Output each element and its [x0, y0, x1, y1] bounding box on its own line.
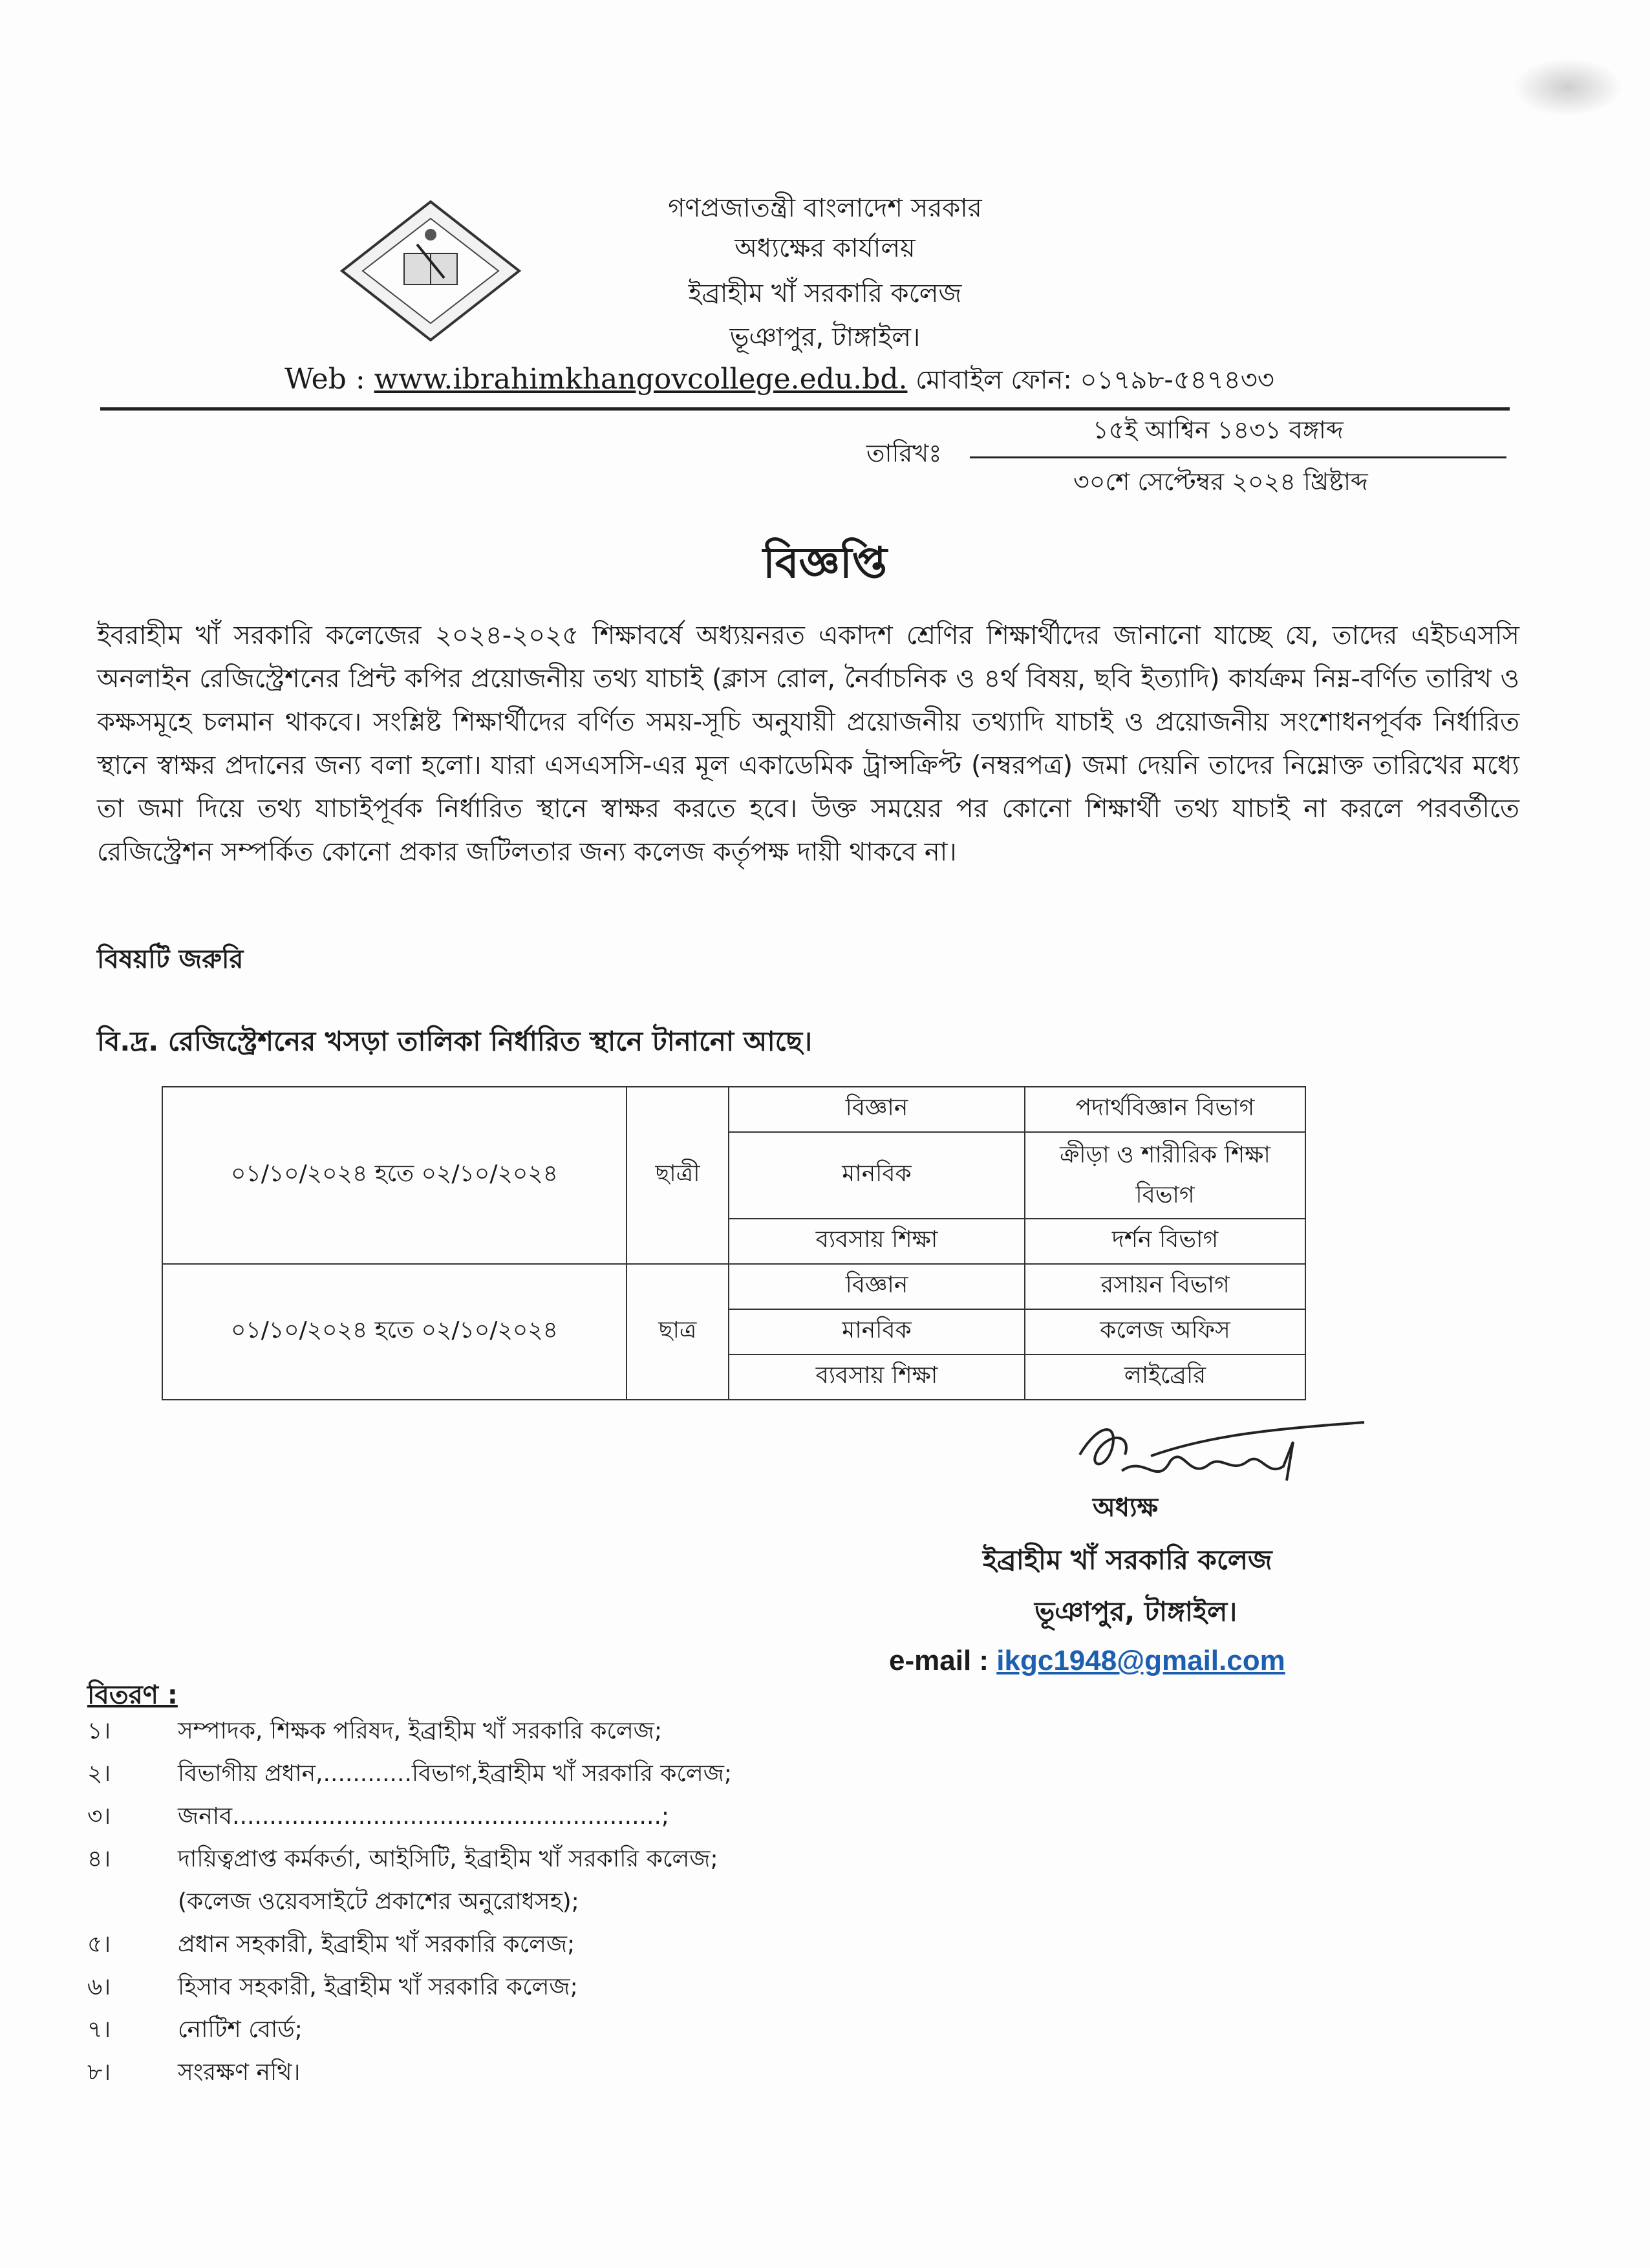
- scan-speck: [1513, 58, 1623, 116]
- schedule-table: [162, 1086, 1306, 1400]
- website-link[interactable]: www.ibrahimkhangovcollege.edu.bd.: [374, 363, 908, 396]
- date-divider: [970, 456, 1506, 458]
- signature-college: ইব্রাহীম খাঁ সরকারি কলেজ: [983, 1544, 1272, 1576]
- govt-name: গণপ্রজাতন্ত্রী বাংলাদেশ সরকার: [668, 193, 982, 223]
- principal-title: অধ্যক্ষ: [1093, 1493, 1159, 1523]
- mobile-number: মোবাইল ফোন: ০১৭৯৮-৫৪৭৪৩৩: [907, 365, 1274, 395]
- item-text: নোটিশ বোর্ড;: [178, 2017, 303, 2043]
- header-divider: [100, 407, 1510, 411]
- list-item: [87, 2055, 928, 2097]
- item-number: ২।: [87, 1760, 111, 1787]
- item-text: জনাব..........................................................;: [178, 1803, 670, 1830]
- email-line: [889, 1645, 1285, 1677]
- item-number: ৫।: [87, 1931, 111, 1958]
- special-note: বি.দ্র. রেজিস্ট্রেশনের খসড়া তালিকা নির্ধারিত স্থানে টানানো আছে।: [97, 1025, 813, 1057]
- contact-line: [284, 359, 1274, 403]
- male-date-cell: ০১/১০/২০২৪ হতে ০২/১০/২০২৪: [162, 1264, 627, 1400]
- list-item: [87, 2012, 928, 2055]
- table-row: [162, 1264, 1305, 1309]
- item-text: দায়িত্বপ্রাপ্ত কর্মকর্তা, আইসিটি, ইব্রাহীম খাঁ সরকারি কলেজ;: [178, 1846, 718, 1872]
- room-cell: দর্শন বিভাগ: [1025, 1219, 1305, 1264]
- list-item: [87, 1927, 928, 1969]
- item-number: ৭।: [87, 2017, 111, 2043]
- college-name: ইব্রাহীম খাঁ সরকারি কলেজ: [688, 279, 962, 308]
- item-subtext: (কলেজ ওয়েবসাইটে প্রকাশের অনুরোধসহ);: [178, 1888, 579, 1915]
- item-text: হিসাব সহকারী, ইব্রাহীম খাঁ সরকারি কলেজ;: [178, 1974, 578, 2000]
- female-date-cell: ০১/১০/২০২৪ হতে ০২/১০/২০২৪: [162, 1087, 627, 1264]
- group-cell: ব্যবসায় শিক্ষা: [729, 1354, 1025, 1400]
- date-label: তারিখঃ: [866, 439, 942, 467]
- group-cell: ব্যবসায় শিক্ষা: [729, 1219, 1025, 1264]
- item-number: ৪।: [87, 1846, 111, 1872]
- room-cell: ক্রীড়া ও শারীরিক শিক্ষা বিভাগ: [1025, 1132, 1305, 1219]
- office-name: অধ্যক্ষের কার্যালয়: [734, 233, 916, 263]
- date-english: ৩০শে সেপ্টেম্বর ২০২৪ খ্রিষ্টাব্দ: [1073, 467, 1368, 496]
- female-gender-cell: ছাত্রী: [627, 1087, 729, 1264]
- item-text: প্রধান সহকারী, ইব্রাহীম খাঁ সরকারি কলেজ;: [178, 1931, 575, 1958]
- college-address: ভূঞাপুর, টাঙ্গাইল।: [729, 323, 921, 352]
- group-cell: বিজ্ঞান: [729, 1264, 1025, 1309]
- date-bangla: ১৫ই আশ্বিন ১৪৩১ বঙ্গাব্দ: [1093, 416, 1344, 444]
- item-number: ৩।: [87, 1803, 111, 1830]
- male-gender-cell: ছাত্র: [627, 1264, 729, 1400]
- item-text: সম্পাদক, শিক্ষক পরিষদ, ইব্রাহীম খাঁ সরকারি কলেজ;: [178, 1718, 663, 1744]
- list-item: [87, 1713, 928, 1756]
- list-item: [87, 1969, 928, 2012]
- group-cell: বিজ্ঞান: [729, 1087, 1025, 1132]
- list-item: [87, 1799, 928, 1841]
- signature-place: ভূঞাপুর, টাঙ্গাইল।: [1034, 1596, 1238, 1627]
- email-label: e-mail :: [889, 1645, 997, 1676]
- room-cell: কলেজ অফিস: [1025, 1309, 1305, 1354]
- notice-body: ইবরাহীম খাঁ সরকারি কলেজের ২০২৪-২০২৫ শিক্ষাবর্ষে অধ্যয়নরত একাদশ শ্রেণির শিক্ষার্থীদের জানানো যাচ্ছে যে, তাদের এইচএসসি অনলাইন রেজিস্ট্রেশনের প্রিন্ট কপির প্রয়োজনীয় তথ্য যাচাই (ক্লাস রোল, নৈর্বাচনিক ও ৪র্থ বিষয়, ছবি ইত্যাদি) কার্যক্রম নিম্ন-বর্ণিত তারিখ ও কক্ষসমূহে চলমান থাকবে। সংশ্লিষ্ট শিক্ষার্থীদের বর্ণিত সময়-সূচি অনুযায়ী প্রয়োজনীয় তথ্যাদি যাচাই ও প্রয়োজনীয় সংশোধনপূর্বক নির্ধারিত স্থানে স্বাক্ষর প্রদানের জন্য বলা হলো। যারা এসএসসি-এর মূল একাডেমিক ট্রান্সক্রিপ্ট (নম্বরপত্র) জমা দেয়নি তাদের নিম্নোক্ত তারিখের মধ্যে তা জমা দিয়ে তথ্য যাচাইপূর্বক নির্ধারিত স্থানে স্বাক্ষর করতে হবে। উক্ত সময়ের পর কোনো শিক্ষার্থী তথ্য যাচাই না করলে পরবর্তীতে রেজিস্ট্রেশন সম্পর্কিত কোনো প্রকার জটিলতার জন্য কলেজ কর্তৃপক্ষ দায়ী থাকবে না।: [97, 621, 1519, 867]
- room-cell: পদার্থবিজ্ঞান বিভাগ: [1025, 1087, 1305, 1132]
- notice-title: বিজ্ঞপ্তি: [763, 538, 887, 588]
- distribution-list: [87, 1713, 928, 2097]
- item-number: ১।: [87, 1718, 111, 1744]
- urgent-note: বিষয়টি জরুরি: [97, 945, 244, 974]
- group-cell: মানবিক: [729, 1132, 1025, 1219]
- table-row: [162, 1087, 1305, 1132]
- item-number: ৬।: [87, 1974, 111, 2000]
- list-item: [87, 1756, 928, 1799]
- group-cell: মানবিক: [729, 1309, 1025, 1354]
- list-item: [87, 1841, 928, 1927]
- item-text: সংরক্ষণ নথি।: [178, 2059, 301, 2086]
- email-link[interactable]: ikgc1948@gmail.com: [996, 1645, 1285, 1676]
- room-cell: লাইব্রেরি: [1025, 1354, 1305, 1400]
- room-cell: রসায়ন বিভাগ: [1025, 1264, 1305, 1309]
- web-label: Web :: [284, 363, 374, 396]
- item-text: বিভাগীয় প্রধান,............বিভাগ,ইব্রাহীম খাঁ সরকারি কলেজ;: [178, 1760, 733, 1787]
- distribution-heading: বিতরণ :: [87, 1680, 178, 1710]
- item-number: ৮।: [87, 2059, 111, 2086]
